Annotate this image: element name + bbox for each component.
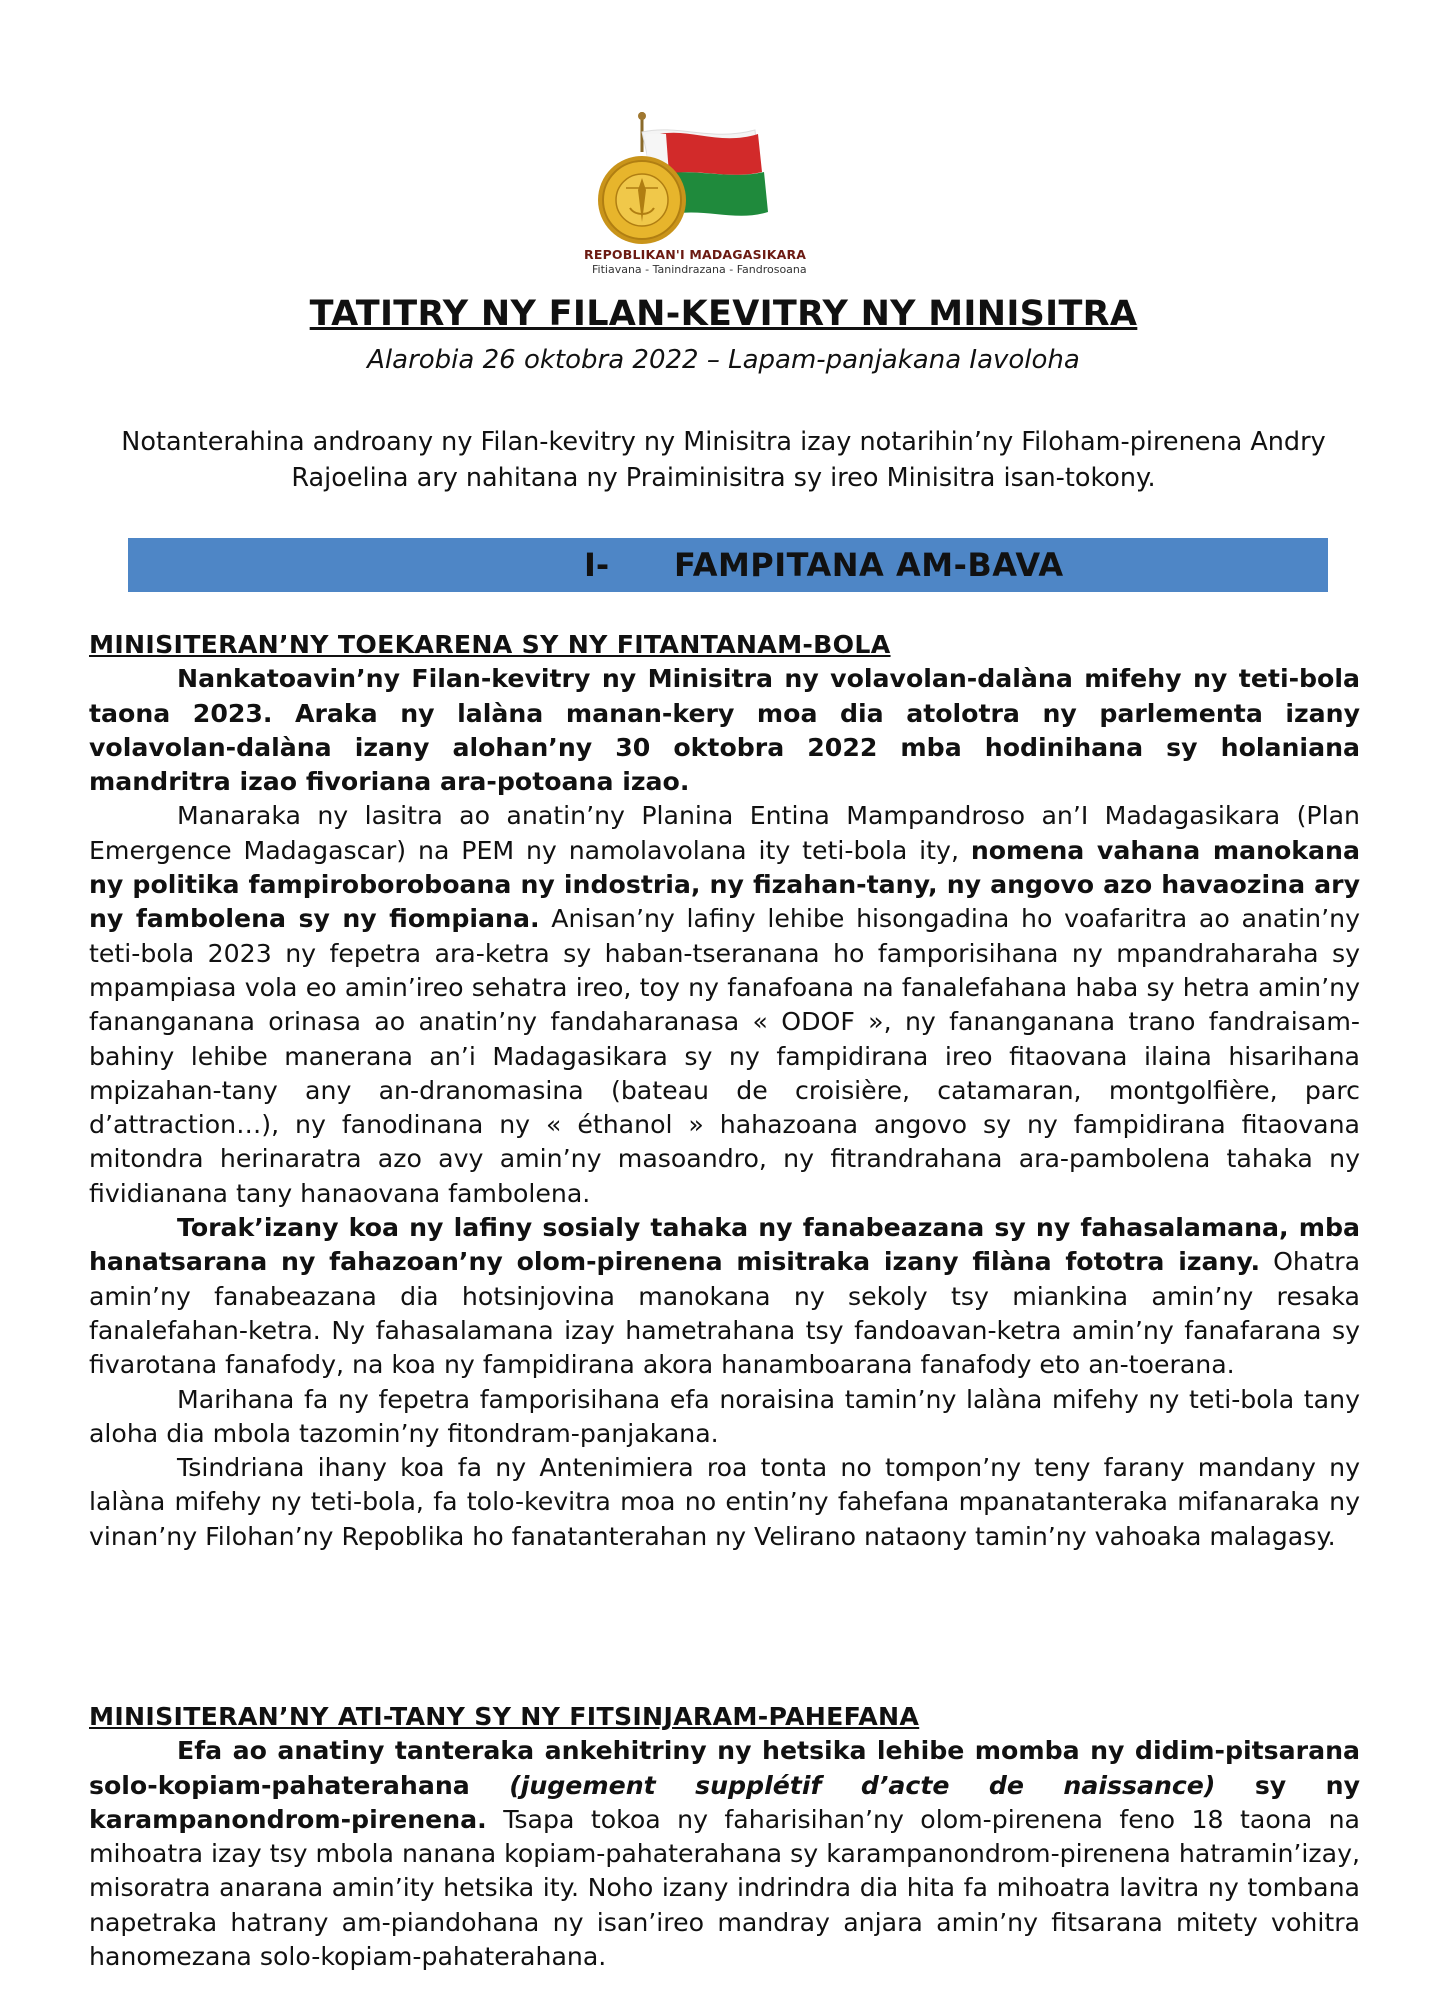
bold-text: sy ny karampanondrom-pirenena. (89, 1770, 1360, 1834)
document-subtitle: Alarobia 26 oktobra 2022 – Lapam-panjakana Iavoloha (367, 345, 1080, 375)
section-block-economy (89, 628, 1360, 1554)
bold-text: nomena vahana manokana ny politika fampiroboroboana ny indostria, ny fizahan-tany, ny angovo azo havaozina ary ny fambolena sy ny fiompiana. (89, 835, 1360, 934)
bold-italic-text: (jugement supplétif d’acte de naissance) (509, 1770, 1216, 1800)
paragraph: Tsindriana ihany koa fa ny Antenimiera roa tonta no tompon’ny teny farany mandany ny lalàna mifehy ny teti-bola, fa tolo-kevitra moa no entin’ny fahefana mpanatanteraka mifanaraka ny vinan’ny Filohan’ny Repoblika ho fanatanterahan ny Velirano nataony tamin’ny vahoaka malagasy. (89, 1453, 1360, 1551)
madagascar-emblem-logo (584, 112, 820, 282)
section-heading-bar (128, 538, 1328, 592)
bold-text: Nankatoavin’ny Filan-kevitry ny Minisitra ny volavolan-dalàna mifehy ny teti-bola taona 2023. Araka ny lalàna manan-kery moa dia atolotra ny parlementa izany volavolan-dalàna izany alohan’ny 30 oktobra 2022 mba hodinihana sy holaniana mandritra izao fivoriana ara-potoana izao. (89, 664, 1360, 797)
text-run: Anisan’ny lafiny lehibe hisongadina ho voafaritra ao anatin’ny teti-bola 2023 ny fepetra ara-ketra sy haban-tseranana ho famporisihana ny mpandraharaha sy mpampiasa vola eo amin’ireo sehatra ireo, toy ny fanafoana na fanalefahana haba sy hetra amin’ny fananganana orinasa ao anatin’ny fandaharanasa « ODOF », ny fananganana trano fandraisam-bahiny lehibe manerana an’i Madagasikara sy ny fampidirana ireo fitaovana ilaina hisarihana mpizahan-tany any an-dranomasina (bateau de croisière, catamaran, montgolfière, parc d’attraction…), ny fanodinana ny « éthanol » hahazoana angovo sy ny fampidirana fitaovana mitondra herinaratra azo avy amin’ny masoandro, ny fitrandrahana ara-pambolena tahaka ny fividianana tany hanaovana fambolena. (89, 904, 1360, 1208)
block-heading-interior: MINISITERAN’NY ATI-TANY SY NY FITSINJARAM-PAHEFANA (89, 1702, 920, 1731)
section-title: FAMPITANA AM-BAVA (674, 546, 1064, 584)
section-number: I- (584, 546, 610, 584)
paragraph (89, 1211, 1360, 1382)
text-run: Manaraka ny lasitra ao anatin’ny Planina Entina Mampandroso an’I Madagasikara (Plan Emergence Madagascar) na PEM ny namolavolana ity teti-bola ity, (89, 801, 1360, 865)
text-run: Tsapa tokoa ny faharisihan’ny olom-pirenena feno 18 taona na mihoatra izay tsy mbola nanana kopiam-pahaterahana sy karampanondrom-pirenena hatramin’izay, misoratra anarana amin’ity hetsika ity. Noho izany indrindra dia hita fa mihoatra lavitra ny tombana napetraka hatrany am-piandohana ny isan’ireo mandray anjara amin’ny fitsarana mitety vohitra hanomezana solo-kopiam-pahaterahana. (89, 1804, 1360, 1972)
emblem-name: REPOBLIKAN'I MADAGASIKARA (584, 247, 807, 262)
paragraph (89, 662, 1360, 799)
section-block-interior (89, 1700, 1360, 1974)
emblem-motto: Fitiavana - Tanindrazana - Fandrosoana (592, 263, 807, 276)
bold-text: Efa ao anatiny tanteraka ankehitriny ny hetsika lehibe momba ny didim-pitsarana solo-kopiam-pahaterahana (89, 1736, 1360, 1800)
paragraph (89, 1734, 1360, 1974)
intro-paragraph: Notanterahina androany ny Filan-kevitry ny Minisitra izay notarihin’ny Filoham-pirenena Andry Rajoelina ary nahitana ny Praiminisitra sy ireo Minisitra isan-tokony. (121, 427, 1326, 493)
block-heading-economy: MINISITERAN’NY TOEKARENA SY NY FITANTANAM-BOLA (89, 630, 891, 659)
document-title: TATITRY NY FILAN-KEVITRY NY MINISITRA (309, 294, 1138, 334)
paragraph (89, 799, 1360, 1211)
text-run: Ohatra amin’ny fanabeazana dia hotsinjovina manokana ny sekoly tsy miankina amin’ny resaka fanalefahan-ketra. Ny fahasalamana izay hametrahana tsy fandoavan-ketra amin’ny fanafarana sy fivarotana fanafody, na koa ny fampidirana akora hanamboarana fanafody eto an-toerana. (89, 1247, 1360, 1380)
paragraph: Marihana fa ny fepetra famporisihana efa noraisina tamin’ny lalàna mifehy ny teti-bola tany aloha dia mbola tazomin’ny fitondram-panjakana. (89, 1384, 1360, 1448)
bold-text: Torak’izany koa ny lafiny sosialy tahaka ny fanabeazana sy ny fahasalamana, mba hanatsarana ny fahazoan’ny olom-pirenena misitraka izany filàna fototra izany. (89, 1213, 1360, 1277)
